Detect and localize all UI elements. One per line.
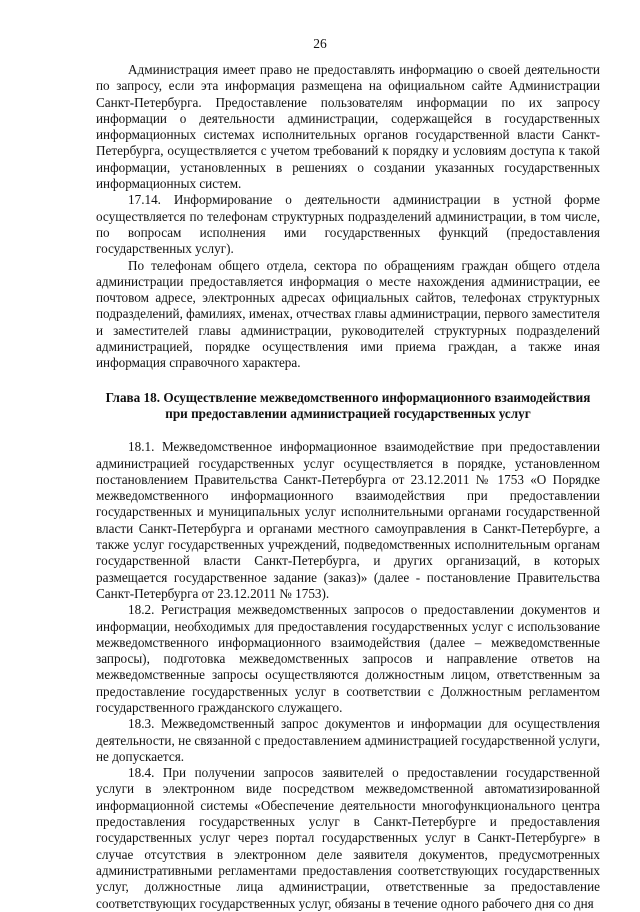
paragraph-info-refusal: Администрация имеет право не предоставлять информацию о своей деятельности по запросу, если эта информация размещена на официальном сайте Администрации Санкт-Петербурга. Предоставление пользователям информации по их запросу информации о деятельности администрации, содержащейся в государственных информационных системах исполнительных органов государственной власти Санкт-Петербурга, осуществляется с учетом требований к порядку и условиям доступа к такой информации, установленных в решениях о создании указанных государственных информационных систем.	[96, 62, 600, 192]
chapter-18-heading	[96, 390, 600, 423]
paragraph-phone-info: По телефонам общего отдела, сектора по обращениям граждан общего отдела администрации предоставляется информация о месте нахождения администрации, ее почтовом адресе, электронных адресах официальных сайтов, телефонах структурных подразделений, фамилиях, именах, отчествах главы администрации, первого заместителя и заместителей главы администрации, руководителей структурных подразделений администрацией, порядке осуществления ими приема граждан, а также иная информация справочного характера.	[96, 257, 600, 371]
paragraph-18-1: 18.1. Межведомственное информационное взаимодействие при предоставлении администрацией государственных услуг осуществляется в порядке, установленном постановлением Правительства Санкт-Петербурга от 23.12.2011 № 1753 «О Порядке межведомственного информационного взаимодействия при предоставлении государственных и муниципальных услуг исполнительными органами государственной власти Санкт-Петербурга и органами местного самоуправления в Санкт-Петербурге, а также услуг государственных учреждений, подведомственных исполнительным органам государственной власти Санкт-Петербурга, и других организаций, в которых размещается государственное задание (заказ)» (далее - постановление Правительства Санкт-Петербурга от 23.12.2011 № 1753).	[96, 439, 600, 601]
chapter-heading-line-1: Глава 18. Осуществление межведомственного информационного взаимодействия	[105, 389, 591, 405]
paragraph-18-3: 18.3. Межведомственный запрос документов и информации для осуществления деятельности, не связанной с предоставлением администрацией государственной услуги, не допускается.	[96, 716, 600, 764]
chapter-heading-line-2: при предоставлении администрацией государственных услуг	[165, 405, 531, 421]
paragraph-18-4: 18.4. При получении запросов заявителей о предоставлении государственной услуги в электронном виде посредством межведомственной автоматизированной информационной системы «Обеспечение деятельности многофункционального центра предоставления государственных услуг в Санкт-Петербурге и предоставления государственных услуг через портал государственных услуг в Санкт-Петербурге» в случае отсутствия в электронном деле заявителя документов, предусмотренных административными регламентами предоставления соответствующих государственных услуг, должностные лица администрации, ответственные за предоставление соответствующих государственных услуг, обязаны в течение одного рабочего дня со дня	[96, 765, 600, 911]
document-body	[96, 62, 600, 912]
paragraph-17-14: 17.14. Информирование о деятельности администрации в устной форме осуществляется по телефонам структурных подразделений администрации, в том числе, по вопросам исполнения ими государственных функций (предоставления государственных услуг).	[96, 192, 600, 257]
paragraph-18-2: 18.2. Регистрация межведомственных запросов о предоставлении документов и информации, необходимых для предоставления государственных услуг с использование межведомственного информационного взаимодействия (далее – межведомственные запросы), подготовка межведомственных запросов и направление ответов на межведомственные запросы осуществляются должностным лицом, ответственным за предоставление государственных услуг в соответствии с Должностным регламентом государственного гражданского служащего.	[96, 602, 600, 715]
page-number: 26	[313, 36, 327, 51]
